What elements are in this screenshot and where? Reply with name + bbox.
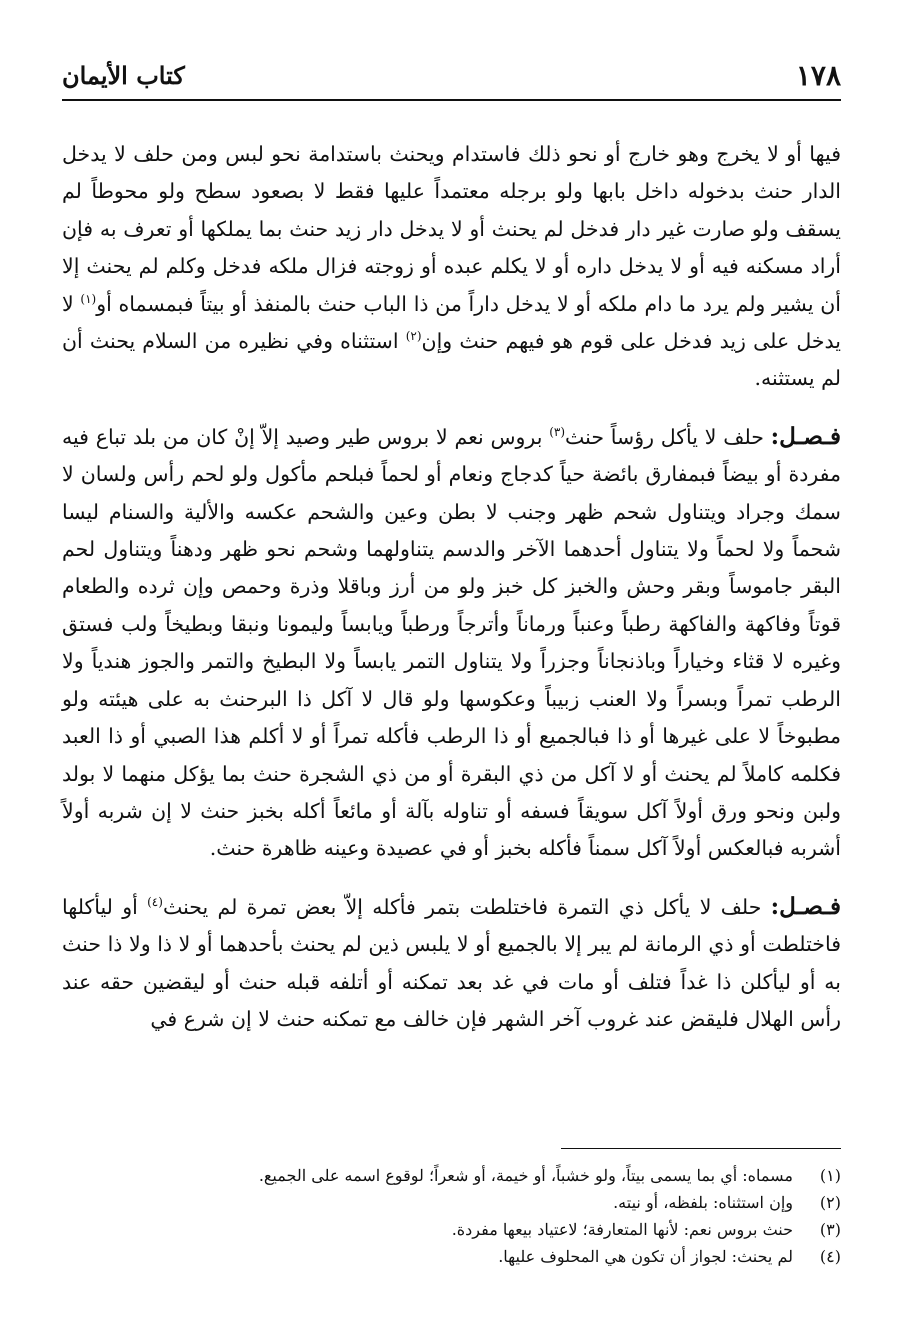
footnote-ref-1[interactable]: (١)	[80, 291, 97, 306]
footnote-text: حنث بروس نعم: لأنها المتعارفة؛ لاعتياد بيعها مفردة.	[451, 1220, 793, 1239]
paragraph-text: أو ليأكلها فاختلطت أو ذي الرمانة لم يبر إلا بالجميع أو لا يلبس ذين لم يحنث بأحدهما أو لا ذا ولا ذا حنث به أو ليأكلن ذا غداً فتلف أو مات في غد بعد تمكنه أو أتلفه قبله حنث أو ليقضين حقه عند رأس الهلال فليقض عند غروب آخر الشهر فإن خالف مع تمكنه حنث لا إن شرع في	[62, 894, 841, 1031]
footnote-number: (٢)	[819, 1193, 841, 1212]
footnote-text: لم يحنث: لجواز أن تكون هي المحلوف عليها.	[498, 1247, 793, 1266]
paragraph-text: فيها أو لا يخرج وهو خارج أو نحو ذلك فاستدام ويحنث باستدامة نحو لبس ومن حلف لا يدخل الدار حنث بدخوله داخل بابها ولو برجله معتمداً عليها فقط لا بصعود سطح ولو محوطاً لم يسقف ولو صارت غير دار فدخل لم يحنث أو لا يدخل دار زيد حنث بما يملكها أو تعرف به فإن أراد مسكنه فيه أو لا يدخل داره أو لا يكلم عبده أو زوجته فزال ملكه فدخل وكلم لم يحنث إلا أن يشير ولم يرد ما دام ملكه أو لا يدخل داراً من ذا الباب حنث بالمنفذ أو بيتاً فبمسماه أو	[62, 142, 841, 316]
footnote-number: (٣)	[819, 1220, 841, 1239]
footnote-item	[62, 1189, 841, 1216]
footnote-item	[62, 1243, 841, 1270]
page-header	[62, 58, 841, 94]
footnote-item	[62, 1216, 841, 1243]
section-heading: فـصـل:	[770, 892, 841, 920]
header-divider	[62, 99, 841, 101]
paragraph-text: استثناه وفي نظيره من السلام يحنث أن لم يستثنه.	[62, 329, 841, 391]
footnote-number: (١)	[819, 1166, 841, 1185]
paragraph-3	[62, 888, 841, 1039]
footnote-ref-4[interactable]: (٤)	[147, 894, 163, 909]
paragraph-text: حلف لا يأكل ذي التمرة فاختلطت بتمر فأكله إلاّ بعض تمرة لم يحنث	[162, 894, 771, 919]
paragraph-text: لا يدخل على زيد فدخل على قوم هو فيهم حنث وإن	[62, 291, 841, 354]
paragraph-2	[62, 418, 841, 868]
footnote-ref-3[interactable]: (٣)	[549, 425, 566, 440]
section-heading: فـصـل:	[770, 422, 841, 450]
footnote-text: وإن استثناه: بلفظه، أو نيته.	[613, 1193, 793, 1212]
footnote-number: (٤)	[819, 1247, 841, 1266]
page-number: ١٧٨	[795, 59, 841, 92]
book-title: كتاب الأيمان	[62, 61, 185, 90]
footnote-ref-2[interactable]: (٢)	[405, 329, 422, 344]
paragraph-text: حلف لا يأكل رؤساً حنث	[565, 424, 771, 449]
paragraph-1	[62, 136, 841, 398]
footnote-item	[62, 1162, 841, 1189]
footnote-text: مسماه: أي بما يسمى بيتاً، ولو خشباً، أو خيمة، أو شعراً؛ لوقوع اسمه على الجميع.	[258, 1166, 793, 1185]
paragraph-text: بروس نعم لا بروس طير وصيد إلاّ إنْ كان من بلد تباع فيه مفردة أو بيضاً فبمفارق بائضة حياً كدجاج ونعام أو لحماً فبلحم مأكول ولو لحم رأس ولسان لا سمك وجراد ويتناول شحم ظهر وجنب لا بطن وعين والشحم عكسه والألية والسنام ليسا شحماً ولا لحماً ولا يتناول أحدهما الآخر والدسم يتناولهما وشحم نحو ظهر ودهناً ويتناول لحم البقر جاموساً وبقر وحش والخبز كل خبز ولو من أرز وباقلا وذرة وحمص وإن ثرده والطعام قوتاً وفاكهة والفاكهة رطباً وعنباً ورماناً وأترجاً ورطباً ويابساً وليمونا ونبقا وبطيخاً ولب فستق وغيره لا قثاء وخياراً وباذنجاناً وجزراً ولا يتناول التمر يابساً ولا البطيخ والتمر والجوز هندياً ولا الرطب تمراً وبسراً ولا العنب زبيباً وعكوسها ولو قال لا آكل ذا البرحنث به على هيئته ولو مطبوخاً لا على غيرها أو ذا فبالجميع أو ذا الرطب فأكله تمراً أو لا أكلم هذا الصبي أو ذا العبد فكلمه كاملاً لم يحنث أو لا آكل من ذي البقرة أو من ذي الشجرة حنث بما يؤكل منهما لا بولد ولبن ونحو ورق أولاً آكل سويقاً فسفه أو تناوله بآلة أو مائعاً أكله بخبز حنث لا إن شربه أولاً أشربه فبالعكس أولاً آكل سمناً فأكله بخبز أو في عصيدة وعينه ظاهرة حنث.	[62, 424, 842, 861]
main-text	[62, 136, 841, 1038]
footnotes	[62, 1162, 841, 1270]
footnote-divider	[561, 1148, 841, 1149]
